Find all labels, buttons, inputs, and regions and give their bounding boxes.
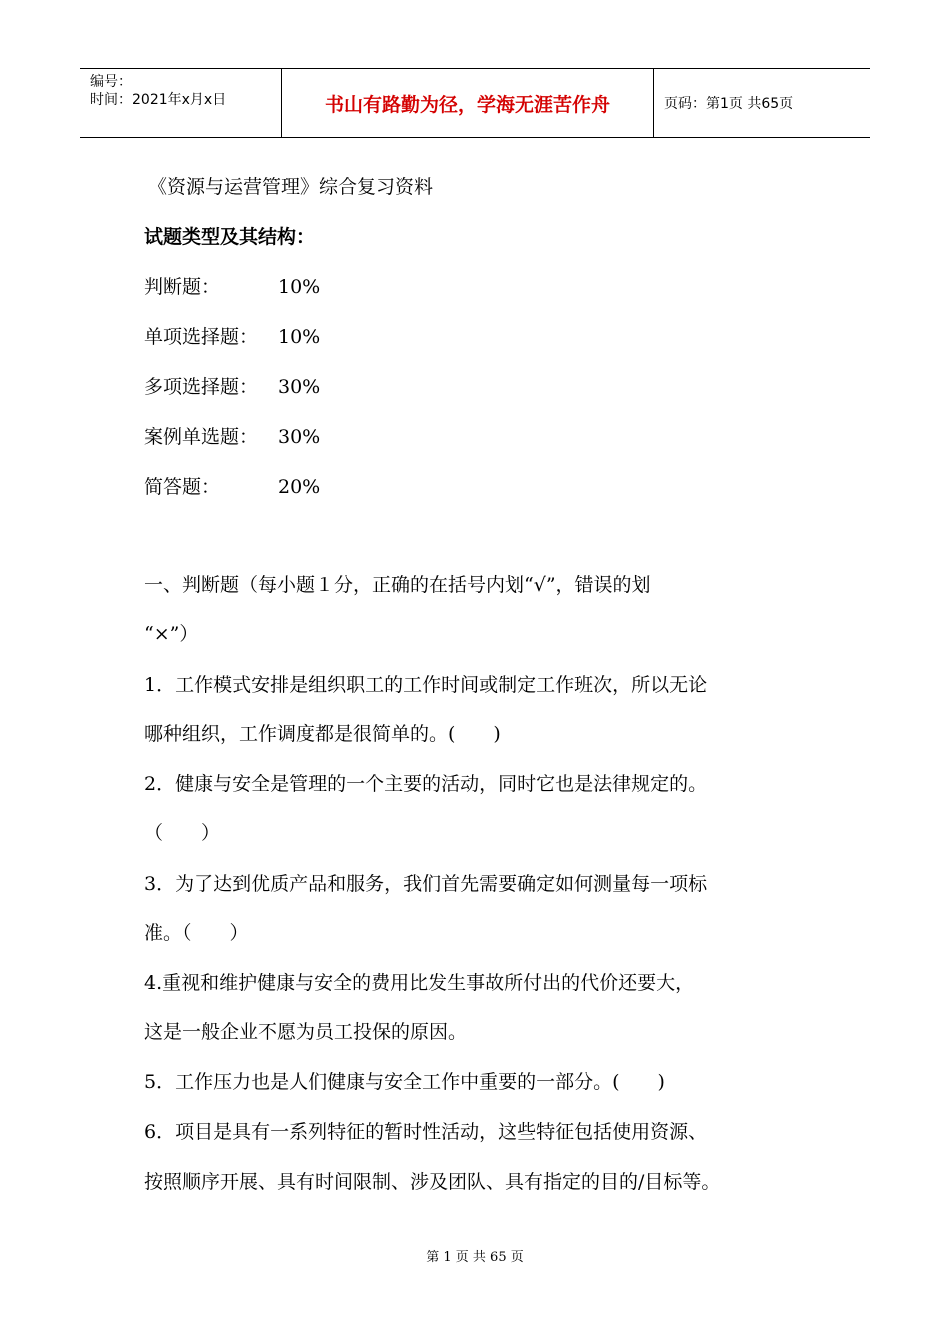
question-text: 6．项目是具有一系列特征的暂时性活动，这些特征包括使用资源、 — [144, 1121, 708, 1143]
question-type-percent: 10% — [278, 326, 321, 348]
question-type-label: 判断题： — [144, 276, 221, 298]
header-motto: 书山有路勤为径，学海无涯苦作舟 — [324, 93, 610, 116]
structure-heading: 试题类型及其结构： — [144, 226, 316, 248]
question-type-row — [144, 472, 320, 499]
question-type-percent: 30% — [278, 376, 321, 398]
page-header — [80, 68, 870, 138]
question-text: 这是一般企业不愿为员工投保的原因。 — [144, 1021, 468, 1043]
header-motto-cell — [282, 69, 654, 137]
question-type-row — [144, 422, 320, 449]
page-footer: 第 1 页 共 65 页 — [426, 1250, 524, 1265]
question-type-percent: 30% — [278, 426, 321, 448]
document-number-label: 编号： — [90, 74, 132, 90]
question-text: （ ） — [144, 822, 221, 844]
question-type-label: 案例单选题： — [144, 426, 259, 448]
document-date: 时间：2021年x月x日 — [90, 92, 227, 108]
question-type-percent: 20% — [278, 476, 321, 498]
question-type-label: 单项选择题： — [144, 326, 259, 348]
question-text: 3．为了达到优质产品和服务，我们首先需要确定如何测量每一项标 — [144, 873, 708, 895]
question-text: 2．健康与安全是管理的一个主要的活动，同时它也是法律规定的。 — [144, 773, 708, 795]
section-instruction-cont: “×”） — [144, 623, 199, 645]
header-meta-cell — [80, 69, 282, 137]
question-type-row — [144, 372, 320, 399]
question-text: 按照顺序开展、具有时间限制、涉及团队、具有指定的目的/目标等。 — [144, 1171, 721, 1193]
header-page-cell — [654, 69, 870, 137]
question-type-label: 多项选择题： — [144, 376, 259, 398]
header-page-info: 页码：第1页 共65页 — [664, 96, 794, 112]
question-text: 准。（ ） — [144, 922, 249, 944]
question-text: 4.重视和维护健康与安全的费用比发生事故所付出的代价还要大， — [144, 972, 695, 994]
question-text: 5．工作压力也是人们健康与安全工作中重要的一部分。( ) — [144, 1071, 665, 1093]
question-type-row — [144, 272, 320, 299]
section-instruction: 一、判断题（每小题１分，正确的在括号内划“√”，错误的划 — [144, 574, 651, 596]
question-type-row — [144, 322, 320, 349]
question-text: 1．工作模式安排是组织职工的工作时间或制定工作班次，所以无论 — [144, 674, 708, 696]
document-title: 《资源与运营管理》综合复习资料 — [148, 176, 434, 198]
question-text: 哪种组织，工作调度都是很简单的。( ) — [144, 723, 501, 745]
question-type-percent: 10% — [278, 276, 321, 298]
question-type-label: 简答题： — [144, 476, 221, 498]
